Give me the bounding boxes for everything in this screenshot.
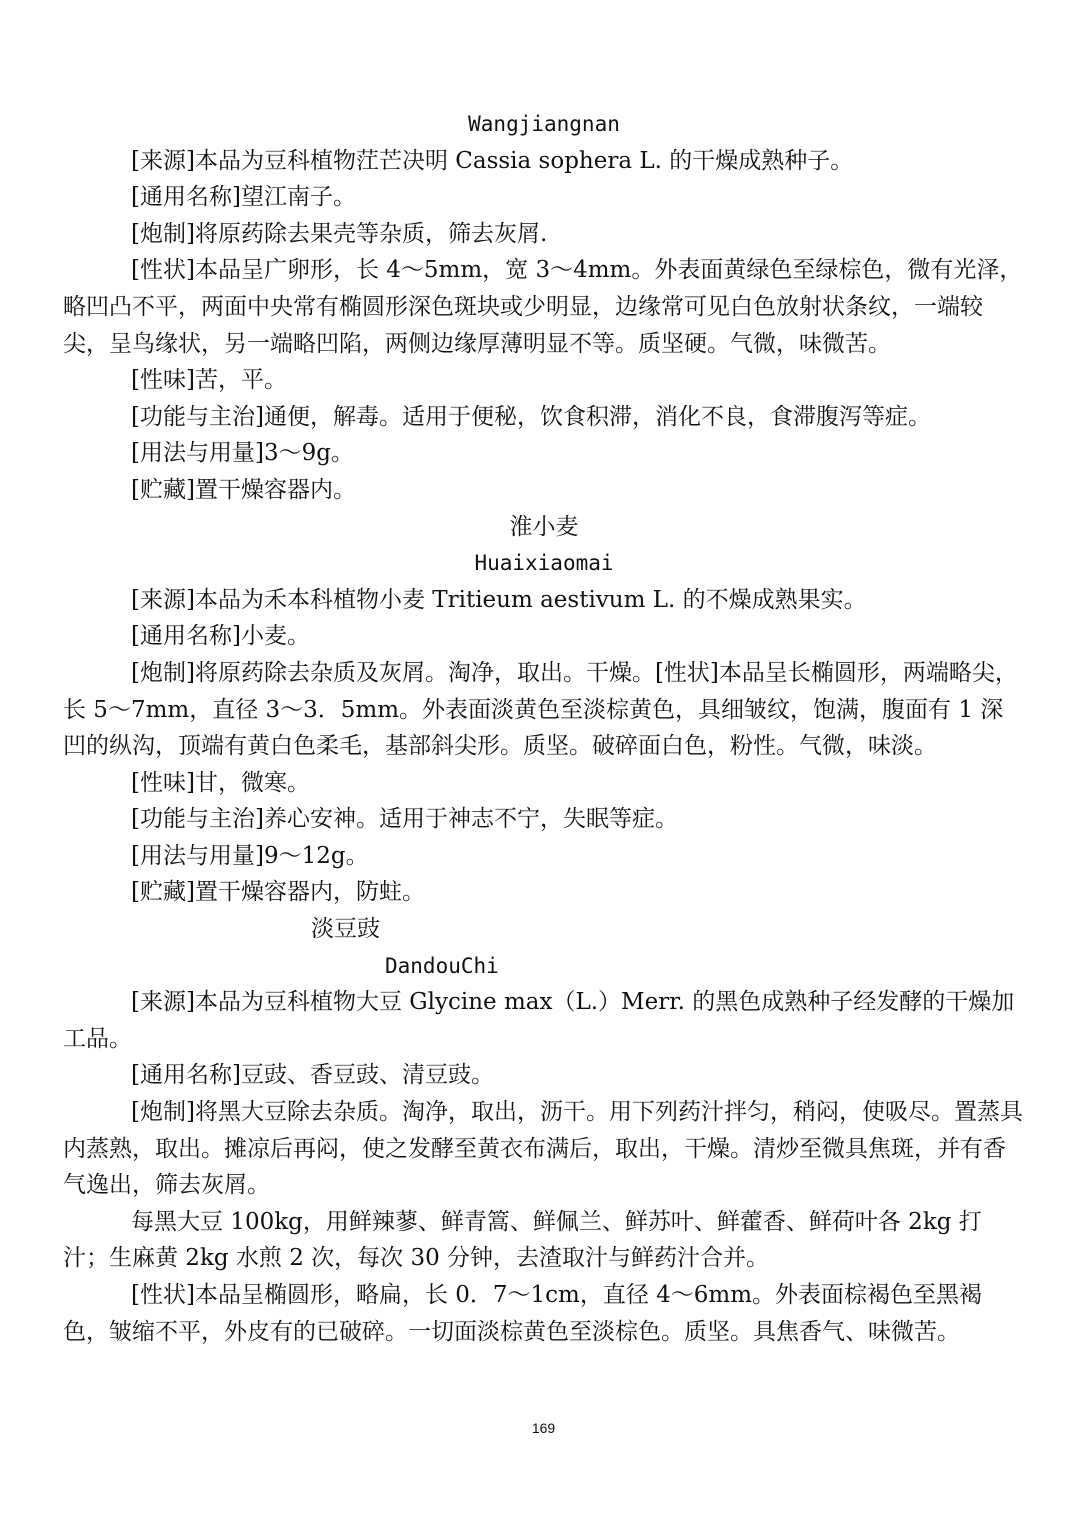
entry1-source: [来源]本品为豆科植物茳芒决明 Cassia sophera L. 的干燥成熟种子。 [131,147,854,174]
entry3-source: [来源]本品为豆科植物大豆 Glycine max（L.）Merr. 的黑色成熟种子经发酵的干燥加工品。 [63,989,1015,1052]
entry2-storage: [贮藏]置干燥容器内，防蛀。 [131,879,425,906]
page-number: 169 [531,1420,556,1436]
entry2-source: [来源]本品为禾本科植物小麦 Tritieum aestivum L. 的不燥成熟果实。 [131,586,867,613]
entry2-common-name: [通用名称]小麦。 [131,623,310,650]
entry1-storage: [贮藏]置干燥容器内。 [131,476,356,503]
entry3-title: 淡豆豉 [311,916,380,943]
entry1-processing: [炮制]将原药除去果壳等杂质，筛去灰屑. [131,220,548,247]
entry2-dosage: [用法与用量]9～12g。 [131,842,369,869]
entry3-common-name: [通用名称]豆豉、香豆豉、清豆豉。 [131,1062,494,1089]
entry1-dosage: [用法与用量]3～9g。 [131,440,354,467]
entry2-taste: [性味]甘，微寒。 [131,769,310,796]
entry3-processing-note: 每黑大豆 100kg，用鲜辣蓼、鲜青篙、鲜佩兰、鲜苏叶、鲜藿香、鲜荷叶各 2kg 打汁；生麻黄 2kg 水煎 2 次，每次 30 分钟，去渣取汁与鲜药汁合并。 [63,1208,982,1272]
entry1-pinyin: Wangjiangnan [468,112,620,136]
entry2-function: [功能与主治]养心安神。适用于神志不宁，失眠等症。 [131,806,678,833]
entry2-processing: [炮制]将原药除去杂质及灰屑。淘净，取出。干燥。[性状]本品呈长椭圆形，两端略尖，长 5～7mm，直径 3～3．5mm。外表面淡黄色至淡棕黄色，具细皱纹，饱满，腹面有 1 深凹的纵沟，顶端有黄白色柔毛，基部斜尖形。质坚。破碎面白色，粉性。气微，味淡。 [63,659,1018,760]
body-text [63,106,1025,1350]
entry3-description: [性状]本品呈椭圆形，略扁，长 0．7～1cm，直径 4～6mm。外表面棕褐色至黑褐色，皱缩不平，外皮有的已破碎。一切面淡棕黄色至淡棕色。质坚。具焦香气、味微苦。 [63,1282,983,1345]
entry3-pinyin: DandouChi [385,953,499,978]
entry1-description: [性状]本品呈广卵形，长 4～5mm，宽 3～4mm。外表面黄绿色至绿棕色，微有光泽，略凹凸不平，两面中央常有椭圆形深色斑块或少明显，边缘常可见白色放射状条纹，一端较尖，呈鸟缘状，另一端略凹陷，两侧边缘厚薄明显不等。质坚硬。气微，味微苦。 [63,257,1023,357]
entry3-processing: [炮制]将黑大豆除去杂质。淘净，取出，沥干。用下列药汁拌匀，稍闷，使吸尽。置蒸具内蒸熟，取出。摊凉后再闷，使之发酵至黄衣布满后，取出，干燥。清炒至微具焦斑，并有香气逸出，筛去灰屑。 [63,1099,1023,1199]
entry2-title: 淮小麦 [509,513,579,540]
entry2-pinyin: Huaixiaomai [474,551,614,576]
entry1-taste: [性味]苦，平。 [131,367,287,394]
entry1-function: [功能与主治]通便，解毒。适用于便秘，饮食积滞，消化不良，食滞腹泻等症。 [131,403,931,430]
entry1-common-name: [通用名称]望江南子。 [131,184,356,211]
